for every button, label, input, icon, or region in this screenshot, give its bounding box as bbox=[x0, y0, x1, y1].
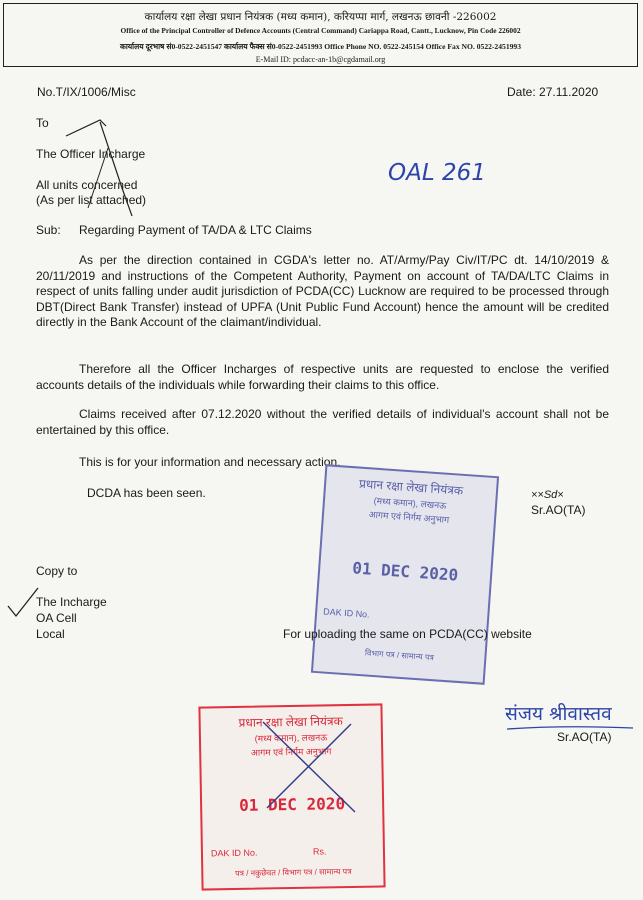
dcda-note: DCDA has been seen. bbox=[87, 486, 206, 500]
signatory-1: Sr.AO(TA) bbox=[531, 503, 586, 517]
stamp-red-line-3: आगम एवं निर्गम अनुभाग bbox=[250, 746, 332, 758]
signatory-2: Sr.AO(TA) bbox=[557, 730, 612, 744]
paragraph-1: As per the direction contained in CGDA's letter no. AT/Army/Pay Civ/IT/PC dt. 14/10/2019 & 20/11/2019 and instructions of the Competent Authority, Payment on account of TA/DA/LTC Claims in respect of units falling under audit jurisdiction of PCDA(CC) Lucknow are required to be processed through DBT(Direct Bank Transfer) instead of UPFA (Unit Public Fund Account) hence the amount will be credited directly in the Bank Account of the claimant/individual. bbox=[36, 253, 609, 329]
pen-mark bbox=[60, 108, 150, 228]
cc-purpose: For uploading the same on PCDA(CC) website bbox=[283, 627, 532, 641]
received-stamp-blue bbox=[311, 464, 499, 685]
copy-to-label: Copy to bbox=[36, 564, 78, 578]
stamp-red-dak: DAK ID No. bbox=[210, 847, 258, 859]
letterhead-office: Office of the Principal Controller of Defence Accounts (Central Command) Cariappa Road, Cantt., Lucknow, Pin Code 226002 bbox=[120, 26, 521, 35]
paragraph-4: This is for your information and necessary action. bbox=[79, 455, 341, 469]
handwritten-reference: OAL 261 bbox=[388, 160, 486, 186]
units-line-2: (As per list attached) bbox=[36, 193, 147, 207]
paragraph-2: Therefore all the Officer Incharges of respective units are requested to enclose the verified accounts details of the individuals while forwarding their claims to this office. bbox=[36, 362, 609, 392]
stamp-blue-line-3: आगम एवं निर्गम अनुभाग bbox=[368, 509, 450, 525]
to-label: To bbox=[36, 116, 49, 130]
stamp-blue-dak: DAK ID No. bbox=[322, 606, 370, 620]
stamp-red-date: 01 DEC 2020 bbox=[238, 794, 346, 815]
stamp-blue-bottom: विभाग पत्र / सामान्य पत्र bbox=[364, 648, 435, 663]
paragraph-3: Claims received after 07.12.2020 without the verified details of individual's account shall not be entertained by this office. bbox=[36, 407, 609, 437]
stamp-blue-date: 01 DEC 2020 bbox=[351, 558, 459, 585]
stamp-cross-mark bbox=[255, 712, 365, 822]
cc-line-3: Local bbox=[36, 627, 65, 641]
units-line-1: All units concerned bbox=[36, 178, 138, 192]
stamp-red-rs: Rs. bbox=[312, 846, 327, 857]
cc-line-1: The Incharge bbox=[36, 595, 107, 609]
letterhead-email: E-Mail ID: pcdacc-an-1b@cgdamail.org bbox=[255, 55, 386, 64]
subject-text: Regarding Payment of TA/DA & LTC Claims bbox=[79, 223, 312, 237]
reference-number: No.T/IX/1006/Misc bbox=[37, 85, 136, 99]
letterhead-hindi: कार्यालय रक्षा लेखा प्रधान नियंत्रक (मध्य कमान), करियप्पा मार्ग, लखनऊ छावनी -226002 bbox=[144, 11, 497, 23]
stamp-red-line-2: (मध्य कमान), लखनऊ bbox=[254, 732, 328, 744]
stamp-red-bottom: पत्र / नकुछेवत / विभाग पत्र / सामान्य पत्र bbox=[234, 866, 352, 879]
addressee: The Officer Incharge bbox=[36, 147, 146, 161]
stamp-red-line-1: प्रधान रक्षा लेखा नियंत्रक bbox=[238, 714, 343, 730]
letterhead bbox=[3, 3, 638, 67]
subject-label: Sub: bbox=[36, 223, 61, 237]
letterhead-phone: कार्यालय दूरभाष सं0-0522-2451547 कार्यालय फैक्स सं0-0522-2451993 Office Phone NO. 0522-245154 Office Fax NO. 0522-2451993 bbox=[119, 42, 522, 51]
signature-scribble: ××Sd× bbox=[531, 489, 564, 501]
stamp-blue-line-2: (मध्य कमान), लखनऊ bbox=[373, 495, 447, 511]
signature-2: संजय श्रीवास्तव bbox=[505, 703, 612, 725]
letter-date: Date: 27.11.2020 bbox=[507, 85, 599, 99]
stamp-blue-line-1: प्रधान रक्षा लेखा नियंत्रक bbox=[358, 476, 464, 498]
cc-line-2: OA Cell bbox=[36, 611, 77, 625]
